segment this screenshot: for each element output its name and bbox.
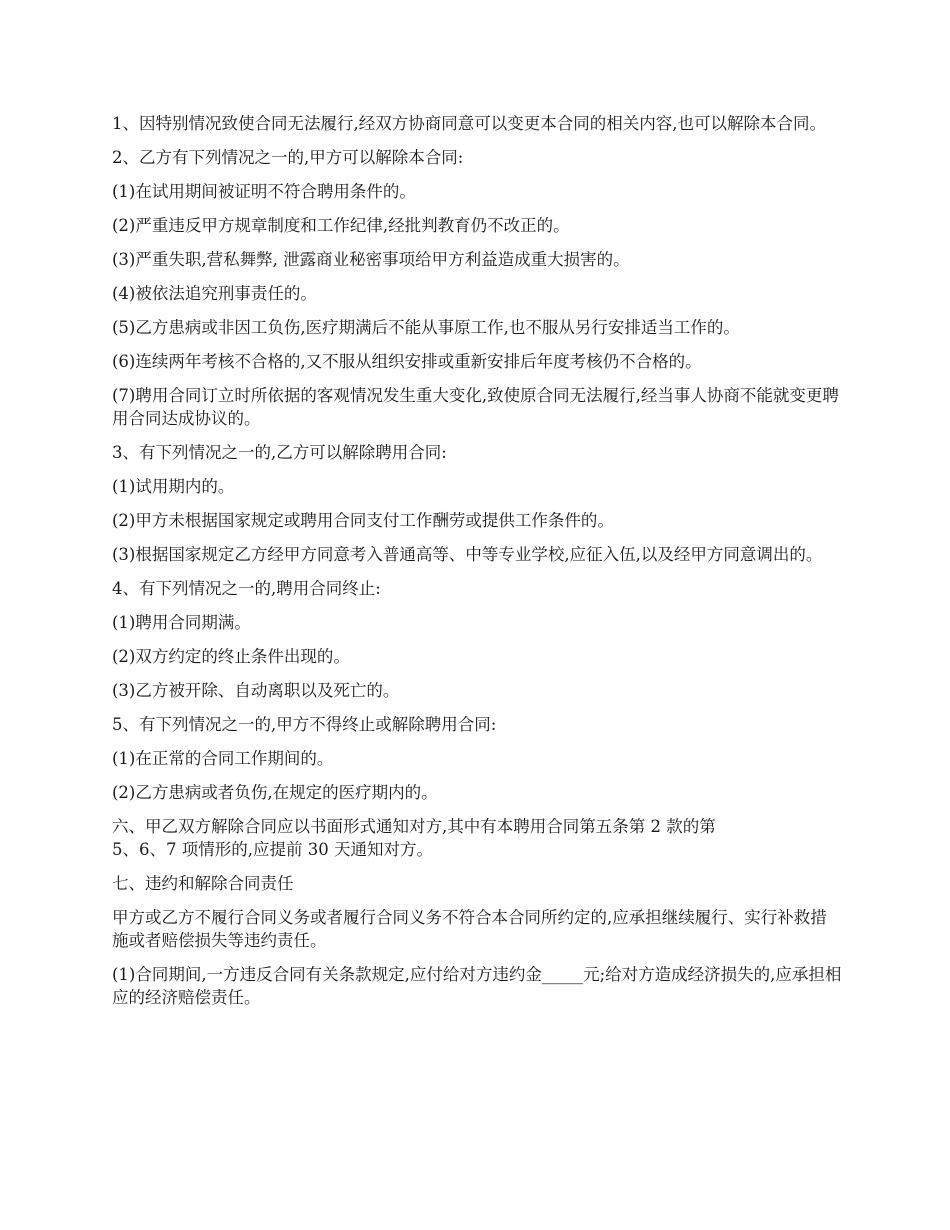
paragraph-section-7-item-1: (1)合同期间,一方违反合同有关条款规定,应付给对方违约金_____元;给对方造成经济损失的,应承担相应的经济赔偿责任。 [112, 965, 842, 1007]
paragraph-clause-5-heading: 5、有下列情况之一的,甲方不得终止或解除聘用合同: [112, 715, 497, 734]
paragraph-clause-2-item-4: (4)被依法追究刑事责任的。 [112, 284, 317, 303]
paragraph-clause-3-item-2: (2)甲方未根据国家规定或聘用合同支付工作酬劳或提供工作条件的。 [112, 511, 614, 530]
paragraph-clause-2-item-5: (5)乙方患病或非因工负伤,医疗期满后不能从事原工作,也不服从另行安排适当工作的。 [112, 318, 740, 337]
paragraph-clause-4-heading: 4、有下列情况之一的,聘用合同终止: [112, 579, 381, 598]
paragraph-section-7-body: 甲方或乙方不履行合同义务或者履行合同义务不符合本合同所约定的,应承担继续履行、实行补救措施或者赔偿损失等违约责任。 [112, 908, 827, 950]
paragraph-clause-2-item-2: (2)严重违反甲方规章制度和工作纪律,经批判教育仍不改正的。 [112, 216, 570, 235]
paragraph-clause-2-item-3: (3)严重失职,营私舞弊, 泄露商业秘密事项给甲方利益造成重大损害的。 [112, 250, 630, 269]
paragraph-clause-2-item-6: (6)连续两年考核不合格的,又不服从组织安排或重新安排后年度考核仍不合格的。 [112, 352, 702, 371]
paragraph-clause-5-item-1: (1)在正常的合同工作期间的。 [112, 749, 334, 768]
paragraph-clause-4-item-1: (1)聘用合同期满。 [112, 613, 251, 632]
paragraph-clause-3-item-3: (3)根据国家规定乙方经甲方同意考入普通高等、中等专业学校,应征入伍,以及经甲方同意调出的。 [112, 545, 823, 564]
paragraph-clause-4-item-3: (3)乙方被开除、自动离职以及死亡的。 [112, 681, 400, 700]
paragraph-clause-3-heading: 3、有下列情况之一的,乙方可以解除聘用合同: [112, 443, 447, 462]
paragraph-clause-2-heading: 2、乙方有下列情况之一的,甲方可以解除本合同: [112, 148, 464, 167]
paragraph-section-6: 六、甲乙双方解除合同应以书面形式通知对方,其中有本聘用合同第五条第 2 款的第 5、6、7 项情形的,应提前 30 天通知对方。 [112, 817, 716, 859]
paragraph-section-7-heading: 七、违约和解除合同责任 [112, 874, 294, 893]
paragraph-clause-2-item-1: (1)在试用期间被证明不符合聘用条件的。 [112, 182, 416, 201]
document-body [112, 112, 842, 1020]
paragraph-clause-2-item-7: (7)聘用合同订立时所依据的客观情况发生重大变化,致使原合同无法履行,经当事人协商不能就变更聘用合同达成协议的。 [112, 386, 839, 428]
paragraph-clause-3-item-1: (1)试用期内的。 [112, 477, 235, 496]
paragraph-clause-5-item-2: (2)乙方患病或者负伤,在规定的医疗期内的。 [112, 783, 438, 802]
paragraph-clause-4-item-2: (2)双方约定的终止条件出现的。 [112, 647, 350, 666]
paragraph-clause-1: 1、因特别情况致使合同无法履行,经双方协商同意可以变更本合同的相关内容,也可以解除本合同。 [112, 114, 826, 133]
